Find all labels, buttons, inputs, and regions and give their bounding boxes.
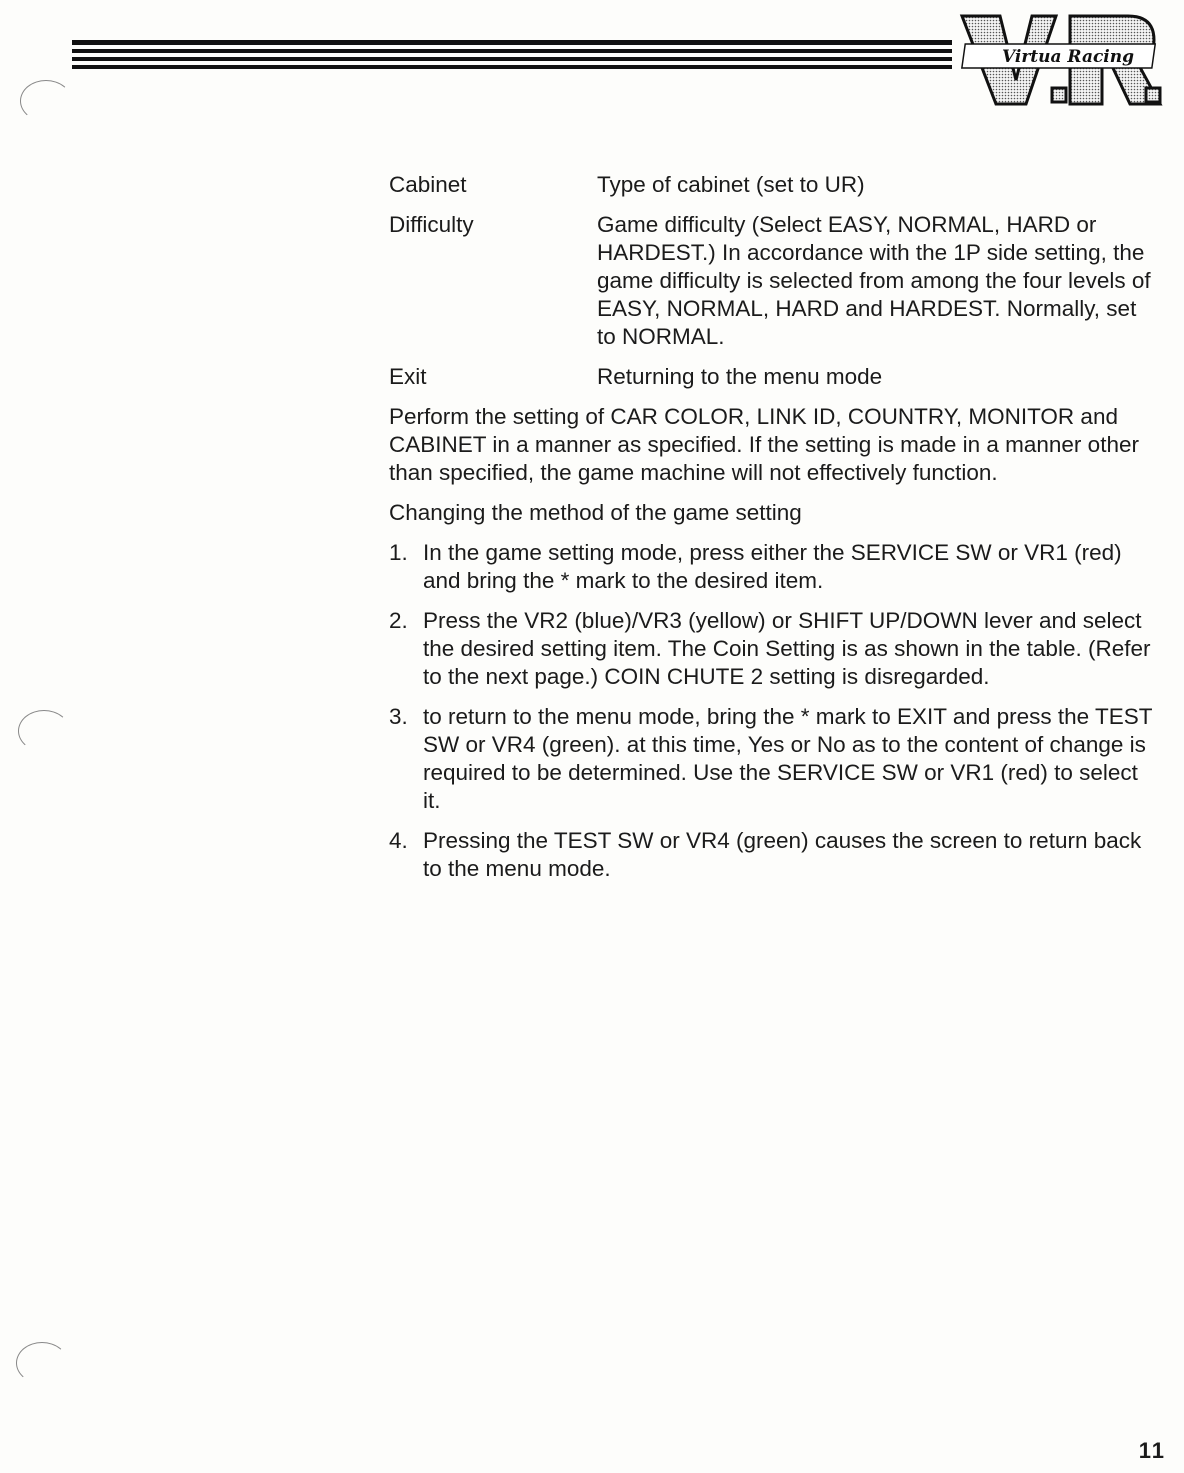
step-text: In the game setting mode, press either the SERVICE SW or VR1 (red) and bring the * mark to the desired item. bbox=[423, 540, 1122, 593]
header-rules bbox=[72, 40, 952, 69]
header-rule bbox=[72, 57, 952, 61]
setting-paragraph: Perform the setting of CAR COLOR, LINK ID, COUNTRY, MONITOR and CABINET in a manner as specified. If the setting is made in a manner other than specified, the game machine will not effectively function. bbox=[389, 404, 1139, 485]
definition-description: Type of cabinet (set to UR) bbox=[597, 172, 865, 197]
step-text: Pressing the TEST SW or VR4 (green) causes the screen to return back to the menu mode. bbox=[423, 828, 1142, 881]
step-number: 1. bbox=[389, 540, 408, 565]
definition-term: Exit bbox=[389, 364, 427, 389]
step-item bbox=[389, 607, 1159, 691]
step-item bbox=[389, 703, 1159, 815]
definition-description: Returning to the menu mode bbox=[597, 364, 883, 389]
definition-term: Difficulty bbox=[389, 212, 474, 237]
step-item bbox=[389, 827, 1159, 883]
step-text: Press the VR2 (blue)/VR3 (yellow) or SHIFT UP/DOWN lever and select the desired setting item. The Coin Setting is as shown in the table. (Refer to the next page.) COIN CHUTE 2 setting is disregarded. bbox=[423, 608, 1151, 689]
definition-row bbox=[389, 211, 1159, 351]
definition-description: Game difficulty (Select EASY, NORMAL, HARD or HARDEST.) In accordance with the 1P side setting, the game difficulty is selected from among the four levels of EASY, NORMAL, HARD and HARDEST. Normally, set to NORMAL. bbox=[597, 212, 1151, 349]
page-number: 11 bbox=[1138, 1438, 1166, 1463]
step-item bbox=[389, 539, 1159, 595]
binder-hole-mark bbox=[16, 1342, 68, 1384]
header-rule bbox=[72, 40, 952, 45]
step-number: 3. bbox=[389, 704, 408, 729]
step-number: 2. bbox=[389, 608, 408, 633]
document-body bbox=[389, 171, 1159, 895]
definition-row bbox=[389, 363, 1159, 391]
header-rule bbox=[72, 65, 952, 69]
step-number: 4. bbox=[389, 828, 408, 853]
definition-term: Cabinet bbox=[389, 172, 467, 197]
binder-hole-mark bbox=[20, 80, 72, 122]
virtua-racing-logo bbox=[956, 10, 1170, 110]
header-rule bbox=[72, 49, 952, 53]
definition-row bbox=[389, 171, 1159, 199]
logo-subtitle: Virtua Racing bbox=[1001, 47, 1135, 67]
changing-method-heading: Changing the method of the game setting bbox=[389, 500, 802, 525]
step-text: to return to the menu mode, bring the * mark to EXIT and press the TEST SW or VR4 (green). at this time, Yes or No as to the content of change is required to be determined. Use the SERVICE SW or VR1 (red) to select it. bbox=[423, 704, 1153, 813]
binder-hole-mark bbox=[18, 710, 70, 752]
